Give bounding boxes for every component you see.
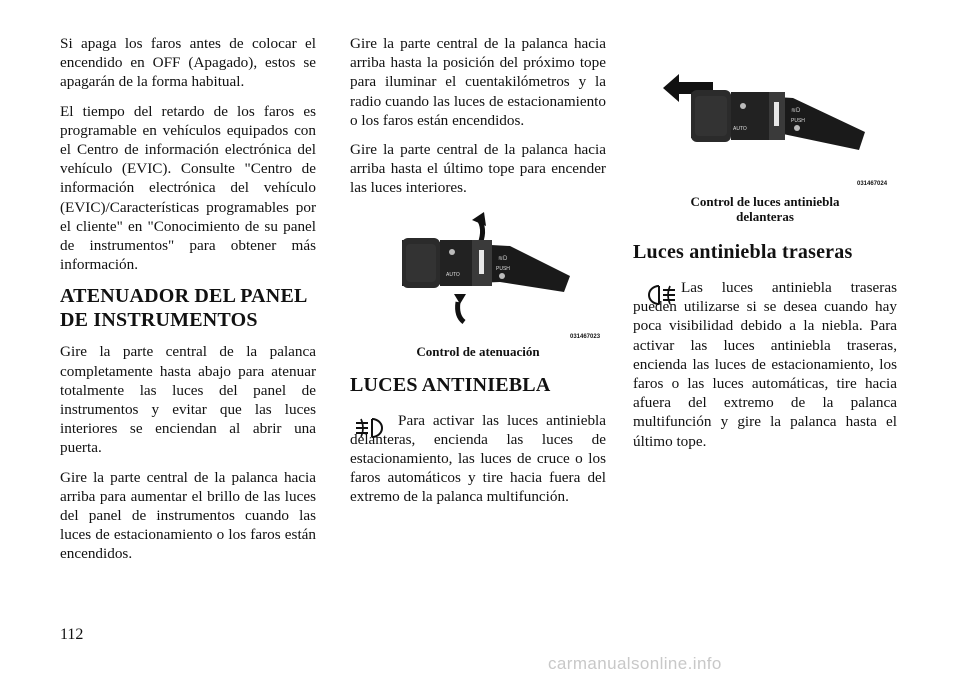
svg-text:AUTO: AUTO <box>733 126 747 132</box>
heading-dimmer-line2: DE INSTRUMENTOS <box>60 309 258 332</box>
paragraph-interior-lights: Gire la parte central de la palanca hacia arriba hasta el último tope para encender las luces interiores. <box>350 141 606 197</box>
figure-dimmer-control <box>350 210 606 350</box>
page-number: 112 <box>60 626 84 643</box>
figure-number-fog: 031467024 <box>857 181 888 187</box>
paragraph-headlight-off: Si apaga los faros antes de colocar el encendido en OFF (Apagado), estos se apagarán de la forma habitual. <box>60 35 316 91</box>
figure-number-dimmer: 031467023 <box>570 333 601 340</box>
rear-fog-light-icon <box>641 282 681 308</box>
fog-front-paragraph-block <box>350 411 606 507</box>
svg-text:PUSH: PUSH <box>791 118 805 124</box>
svg-text:PUSH: PUSH <box>496 265 510 272</box>
dimmer-stalk-image <box>350 210 606 336</box>
caption-fog-line1: Control de luces antiniebla <box>690 194 840 209</box>
paragraph-dim-down: Gire la parte central de la palanca completamente hasta abajo para atenuar totalmente las luces del panel de instrumentos y evitar que las luces interiores se enciendan al abrir una puerta. <box>60 343 316 457</box>
svg-text:AUTO: AUTO <box>446 271 460 278</box>
heading-dimmer <box>60 284 316 332</box>
heading-dimmer-line1: ATENUADOR DEL PANEL <box>60 285 308 308</box>
fog-control-stalk-image <box>633 34 897 174</box>
paragraph-odometer: Gire la parte central de la palanca hacia arriba hasta la posición del próximo tope para iluminar el cuentakilómetros y la radio cuando las luces de estacionamiento o los faros están encendidos. <box>350 35 606 129</box>
column-right <box>633 34 897 461</box>
caption-fog-control <box>633 194 897 224</box>
caption-fog-line2: delanteras <box>736 209 794 224</box>
svg-text:≋D: ≋D <box>498 255 508 262</box>
heading-rear-fog: Luces antiniebla traseras <box>633 241 853 263</box>
figure-fog-control <box>633 34 897 187</box>
front-fog-light-icon <box>350 415 390 441</box>
caption-dimmer-control: Control de atenuación <box>416 343 540 359</box>
watermark: carmanualsonline.info <box>548 654 722 673</box>
paragraph-dim-up: Gire la parte central de la palanca hacia arriba para aumentar el brillo de las luces del panel de instrumentos cuando las luces de estacionamiento o los faros están encendidos. <box>60 468 316 563</box>
column-left <box>60 34 316 574</box>
heading-fog-lights: LUCES ANTINIEBLA <box>350 373 551 396</box>
paragraph-rear-fog: Las luces antiniebla traseras pueden utilizarse si se desea cuando hay poca visibilidad debido a la niebla. Para activar las luces antiniebla traseras, encienda las luces de estacionamiento, los faros o las luces automáticas, tire hacia afuera del extremo de la palanca multifunción y gire la palanca hasta el último tope. <box>633 279 897 450</box>
paragraph-front-fog: Para activar las luces antiniebla delanteras, encienda las luces de estacionamiento, las luces de cruce o los faros automáticos y tire hacia fuera del extremo de la palanca multifunción. <box>350 411 606 506</box>
rear-fog-paragraph-block <box>633 278 897 451</box>
paragraph-headlight-delay: El tiempo del retardo de los faros es programable en vehículos equipados con el Centro de información electrónica del vehículo (EVIC). Consulte "Centro de información electrónica del vehículo (EVIC)/Características programables por el cliente" en "Conocimiento de su panel de instrumentos" para obtener más información. <box>60 102 316 274</box>
column-middle <box>350 34 606 517</box>
svg-text:≋D: ≋D <box>791 108 801 114</box>
